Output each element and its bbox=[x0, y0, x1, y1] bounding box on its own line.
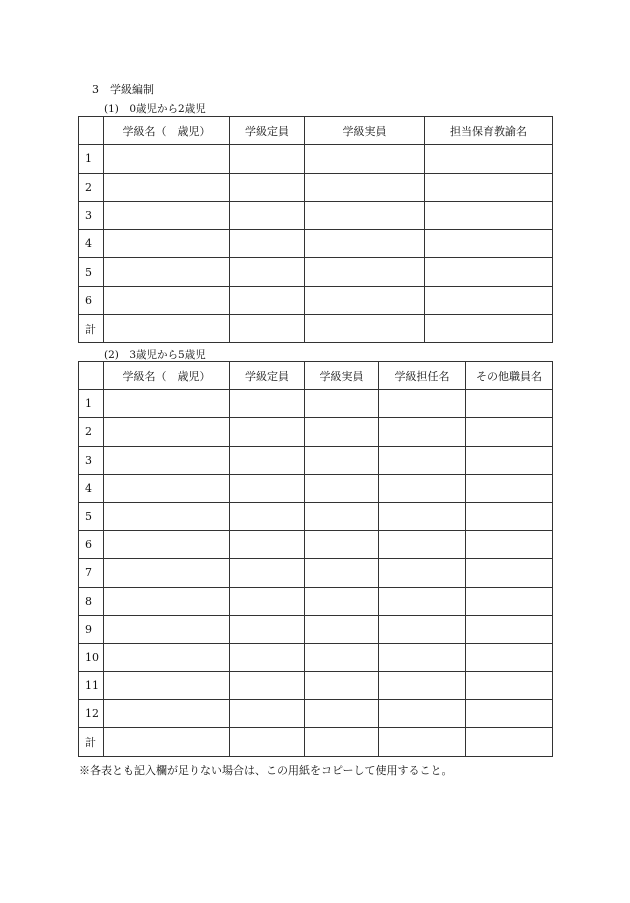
entry-cell[interactable] bbox=[379, 672, 466, 700]
row-label: 7 bbox=[79, 559, 104, 587]
table-row bbox=[79, 145, 553, 173]
entry-cell[interactable] bbox=[379, 643, 466, 671]
entry-cell[interactable] bbox=[379, 559, 466, 587]
entry-cell[interactable] bbox=[230, 145, 305, 173]
entry-cell[interactable] bbox=[104, 390, 230, 418]
entry-cell[interactable] bbox=[466, 728, 553, 756]
row-label: 9 bbox=[79, 615, 104, 643]
row-label: 4 bbox=[79, 230, 104, 258]
row-label: 5 bbox=[79, 502, 104, 530]
entry-cell[interactable] bbox=[230, 728, 305, 756]
row-label: 1 bbox=[79, 145, 104, 173]
entry-cell[interactable] bbox=[305, 587, 379, 615]
class-table-0-2 bbox=[78, 116, 553, 343]
entry-cell[interactable] bbox=[466, 672, 553, 700]
entry-cell[interactable] bbox=[425, 315, 553, 343]
header-cell-index bbox=[79, 117, 104, 145]
header-cell-capacity: 学級定員 bbox=[230, 362, 305, 390]
entry-cell[interactable] bbox=[466, 531, 553, 559]
entry-cell[interactable] bbox=[230, 700, 305, 728]
table-row bbox=[79, 700, 553, 728]
entry-cell[interactable] bbox=[104, 728, 230, 756]
footnote: ※各表とも記入欄が足りない場合は、この用紙をコピーして使用すること。 bbox=[79, 764, 453, 777]
entry-cell[interactable] bbox=[466, 418, 553, 446]
row-label: 計 bbox=[79, 315, 104, 343]
entry-cell[interactable] bbox=[104, 643, 230, 671]
table-row bbox=[79, 315, 553, 343]
table-row bbox=[79, 559, 553, 587]
entry-cell[interactable] bbox=[104, 446, 230, 474]
entry-cell[interactable] bbox=[104, 587, 230, 615]
entry-cell[interactable] bbox=[466, 559, 553, 587]
entry-cell[interactable] bbox=[230, 643, 305, 671]
table-row bbox=[79, 643, 553, 671]
row-label: 10 bbox=[79, 643, 104, 671]
header-cell-homeroom-teacher: 学級担任名 bbox=[379, 362, 466, 390]
header-cell-index bbox=[79, 362, 104, 390]
table-row bbox=[79, 474, 553, 502]
entry-cell[interactable] bbox=[379, 728, 466, 756]
row-label: 6 bbox=[79, 531, 104, 559]
table1-heading: (1) 0歳児から2歳児 bbox=[104, 103, 206, 115]
row-label: 3 bbox=[79, 201, 104, 229]
entry-cell[interactable] bbox=[305, 643, 379, 671]
entry-cell[interactable] bbox=[230, 418, 305, 446]
header-cell-class-name: 学級名（ 歳児） bbox=[104, 117, 230, 145]
entry-cell[interactable] bbox=[104, 502, 230, 530]
entry-cell[interactable] bbox=[230, 446, 305, 474]
entry-cell[interactable] bbox=[230, 672, 305, 700]
entry-cell[interactable] bbox=[104, 173, 230, 201]
entry-cell[interactable] bbox=[230, 587, 305, 615]
class-table-3-5 bbox=[78, 361, 553, 757]
entry-cell[interactable] bbox=[305, 559, 379, 587]
entry-cell[interactable] bbox=[305, 201, 425, 229]
entry-cell[interactable] bbox=[230, 502, 305, 530]
entry-cell[interactable] bbox=[305, 474, 379, 502]
entry-cell[interactable] bbox=[425, 258, 553, 286]
entry-cell[interactable] bbox=[305, 728, 379, 756]
entry-cell[interactable] bbox=[230, 615, 305, 643]
entry-cell[interactable] bbox=[230, 173, 305, 201]
entry-cell[interactable] bbox=[305, 173, 425, 201]
row-label: 計 bbox=[79, 728, 104, 756]
entry-cell[interactable] bbox=[425, 286, 553, 314]
header-cell-enrollment: 学級実員 bbox=[305, 362, 379, 390]
table-header-row bbox=[79, 117, 553, 145]
entry-cell[interactable] bbox=[379, 502, 466, 530]
entry-cell[interactable] bbox=[104, 559, 230, 587]
row-label: 5 bbox=[79, 258, 104, 286]
table-row bbox=[79, 173, 553, 201]
entry-cell[interactable] bbox=[466, 446, 553, 474]
entry-cell[interactable] bbox=[379, 531, 466, 559]
entry-cell[interactable] bbox=[466, 615, 553, 643]
table-row bbox=[79, 201, 553, 229]
header-cell-capacity: 学級定員 bbox=[230, 117, 305, 145]
table-row bbox=[79, 258, 553, 286]
row-label: 1 bbox=[79, 390, 104, 418]
entry-cell[interactable] bbox=[104, 474, 230, 502]
entry-cell[interactable] bbox=[379, 615, 466, 643]
entry-cell[interactable] bbox=[230, 531, 305, 559]
entry-cell[interactable] bbox=[379, 446, 466, 474]
header-cell-teacher: 担当保育教諭名 bbox=[425, 117, 553, 145]
entry-cell[interactable] bbox=[230, 286, 305, 314]
entry-cell[interactable] bbox=[305, 502, 379, 530]
entry-cell[interactable] bbox=[104, 418, 230, 446]
entry-cell[interactable] bbox=[379, 474, 466, 502]
entry-cell[interactable] bbox=[104, 201, 230, 229]
table-row bbox=[79, 728, 553, 756]
section-title: 3 学級編制 bbox=[92, 83, 154, 96]
table-row bbox=[79, 531, 553, 559]
entry-cell[interactable] bbox=[466, 643, 553, 671]
header-cell-other-staff: その他職員名 bbox=[466, 362, 553, 390]
entry-cell[interactable] bbox=[305, 286, 425, 314]
entry-cell[interactable] bbox=[305, 672, 379, 700]
entry-cell[interactable] bbox=[425, 173, 553, 201]
entry-cell[interactable] bbox=[104, 286, 230, 314]
header-cell-class-name: 学級名（ 歳児） bbox=[104, 362, 230, 390]
entry-cell[interactable] bbox=[305, 418, 379, 446]
table-row bbox=[79, 230, 553, 258]
entry-cell[interactable] bbox=[466, 587, 553, 615]
entry-cell[interactable] bbox=[379, 390, 466, 418]
entry-cell[interactable] bbox=[305, 446, 379, 474]
entry-cell[interactable] bbox=[305, 315, 425, 343]
entry-cell[interactable] bbox=[305, 258, 425, 286]
entry-cell[interactable] bbox=[305, 390, 379, 418]
row-label: 6 bbox=[79, 286, 104, 314]
entry-cell[interactable] bbox=[466, 502, 553, 530]
entry-cell[interactable] bbox=[305, 700, 379, 728]
row-label: 4 bbox=[79, 474, 104, 502]
entry-cell[interactable] bbox=[104, 145, 230, 173]
table-row bbox=[79, 615, 553, 643]
table-row bbox=[79, 446, 553, 474]
row-label: 8 bbox=[79, 587, 104, 615]
entry-cell[interactable] bbox=[230, 230, 305, 258]
table-row bbox=[79, 587, 553, 615]
entry-cell[interactable] bbox=[230, 258, 305, 286]
entry-cell[interactable] bbox=[305, 230, 425, 258]
entry-cell[interactable] bbox=[425, 201, 553, 229]
entry-cell[interactable] bbox=[379, 700, 466, 728]
header-cell-enrollment: 学級実員 bbox=[305, 117, 425, 145]
entry-cell[interactable] bbox=[230, 390, 305, 418]
entry-cell[interactable] bbox=[104, 700, 230, 728]
entry-cell[interactable] bbox=[230, 315, 305, 343]
entry-cell[interactable] bbox=[230, 201, 305, 229]
table2-heading: (2) 3歳児から5歳児 bbox=[104, 349, 206, 361]
entry-cell[interactable] bbox=[104, 315, 230, 343]
entry-cell[interactable] bbox=[466, 390, 553, 418]
entry-cell[interactable] bbox=[104, 615, 230, 643]
entry-cell[interactable] bbox=[305, 531, 379, 559]
row-label: 11 bbox=[79, 672, 104, 700]
entry-cell[interactable] bbox=[305, 615, 379, 643]
row-label: 2 bbox=[79, 173, 104, 201]
table-row bbox=[79, 672, 553, 700]
table-row bbox=[79, 418, 553, 446]
entry-cell[interactable] bbox=[104, 258, 230, 286]
entry-cell[interactable] bbox=[230, 559, 305, 587]
row-label: 2 bbox=[79, 418, 104, 446]
entry-cell[interactable] bbox=[466, 474, 553, 502]
table-row bbox=[79, 390, 553, 418]
entry-cell[interactable] bbox=[230, 474, 305, 502]
entry-cell[interactable] bbox=[425, 230, 553, 258]
entry-cell[interactable] bbox=[379, 587, 466, 615]
table-header-row bbox=[79, 362, 553, 390]
entry-cell[interactable] bbox=[305, 145, 425, 173]
entry-cell[interactable] bbox=[379, 418, 466, 446]
entry-cell[interactable] bbox=[425, 145, 553, 173]
table-row bbox=[79, 286, 553, 314]
entry-cell[interactable] bbox=[104, 531, 230, 559]
entry-cell[interactable] bbox=[466, 700, 553, 728]
row-label: 12 bbox=[79, 700, 104, 728]
row-label: 3 bbox=[79, 446, 104, 474]
entry-cell[interactable] bbox=[104, 230, 230, 258]
entry-cell[interactable] bbox=[104, 672, 230, 700]
table-row bbox=[79, 502, 553, 530]
